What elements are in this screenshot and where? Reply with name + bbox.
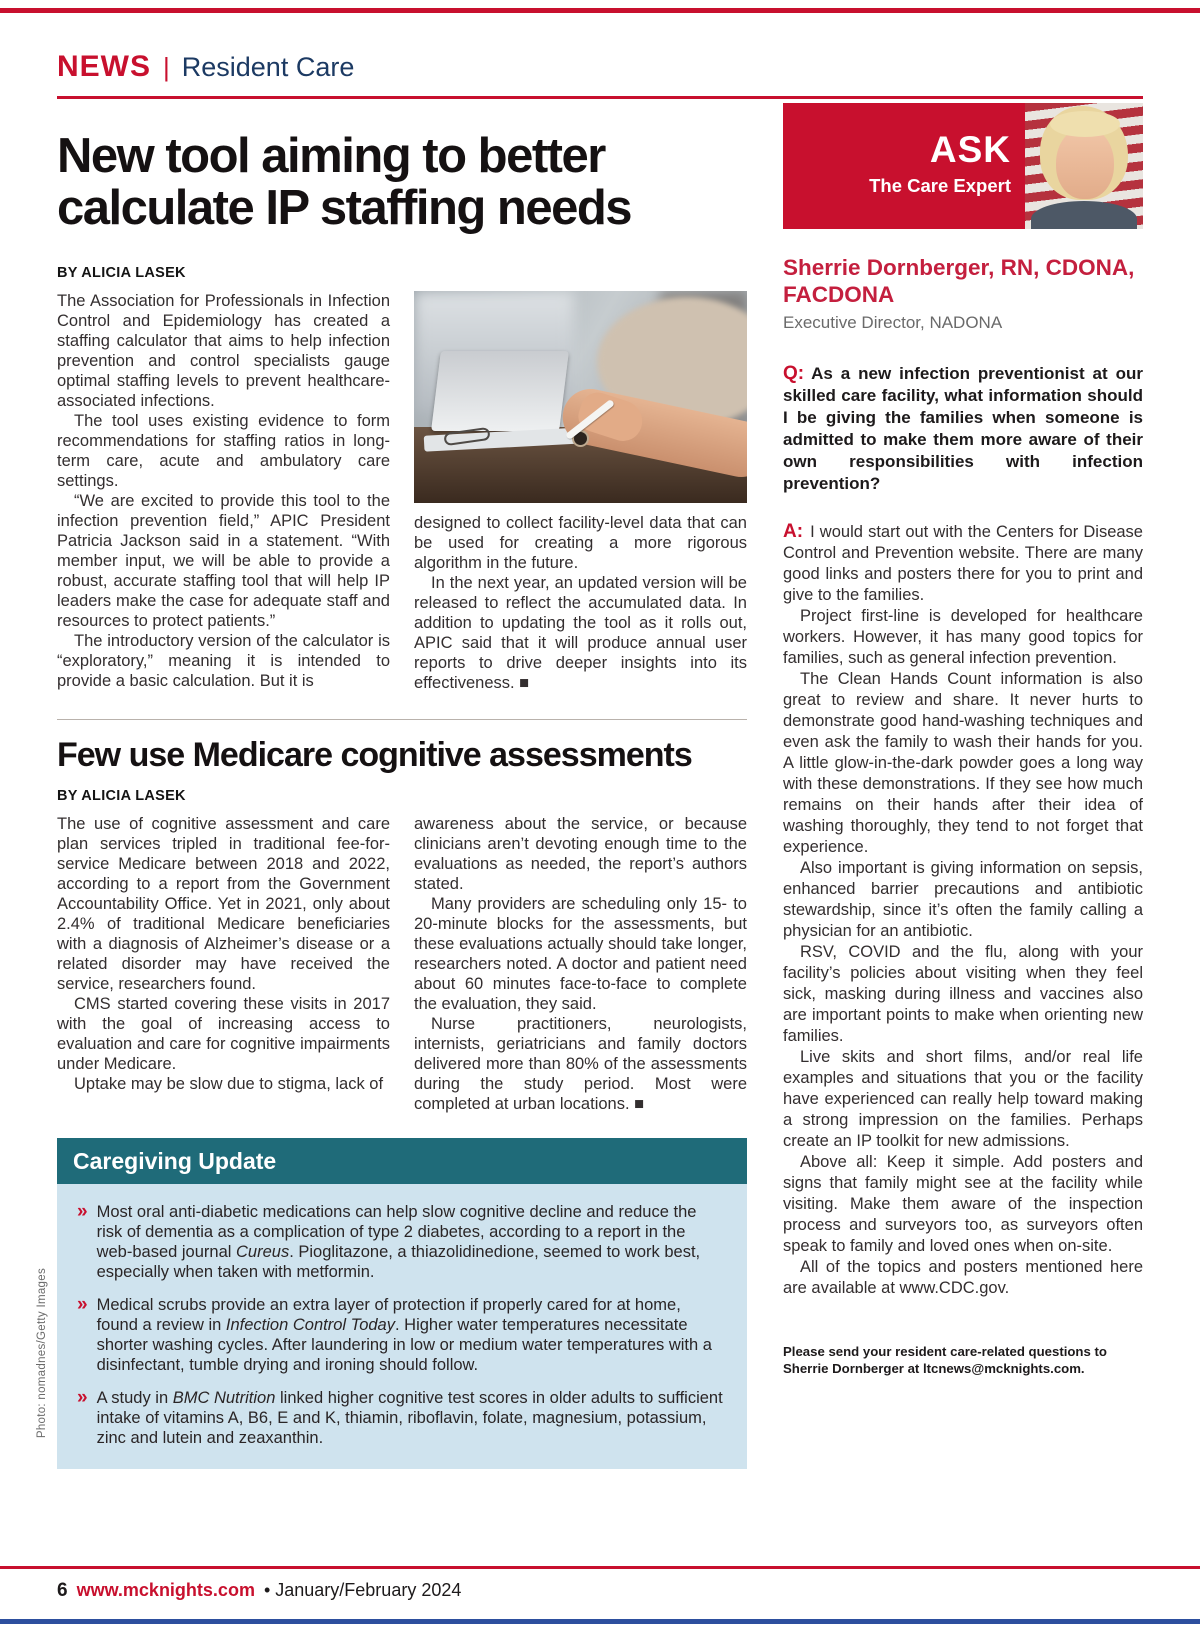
ask-expert-banner-text [783, 103, 1025, 229]
answer-paragraph: The Clean Hands Count information is also great to review and share. It never hurts to demonstrate good hand-washing techniques and even ask the family to wash their hands for you. A little glow-in-the-dark powder goes a long way with these demonstrations. If they see how much remains on their hands after their idea of washing thoroughly, they tend to not forget that experience. [783, 670, 1143, 857]
article1-paragraph: “We are excited to provide this tool to the infection prevention field,” APIC President Patricia Jackson said in a statement. “With member input, we will be able to provide a robust, accurate staffing tool that will help IP leaders make the case for adequate staff and resources to protect patients.” [57, 491, 390, 630]
ask-expert-column [783, 103, 1143, 1469]
photo-laptop [431, 351, 569, 431]
ask-subtitle: The Care Expert [869, 175, 1011, 196]
section-label: NEWS [57, 50, 151, 83]
page-footer [57, 1580, 461, 1602]
article2-title: Few use Medicare cognitive assessments [57, 735, 692, 774]
answer-label: A: [783, 521, 804, 543]
article1-body [57, 291, 747, 693]
article1-paragraph: The Association for Professionals in Infection Control and Epidemiology has created a staffing calculator that aims to help infection prevention and control specialists gauge optimal staffing levels to prevent healthcare-associated infections. [57, 291, 390, 410]
article2-paragraph: CMS started covering these visits in 2017 with the goal of increasing access to evaluation and care for cognitive impairments under Medicare. [57, 994, 390, 1073]
articles-column [57, 103, 747, 1469]
question-label: Q: [783, 363, 805, 385]
article1-paragraph: The tool uses existing evidence to form recommendations for staffing ratios in long-term care, acute and ambulatory care settings. [57, 411, 390, 490]
expert-role: Executive Director, NADONA [783, 313, 1003, 333]
article2-body [57, 814, 747, 1114]
article1-paragraph: designed to collect facility-level data that can be used for creating a more rigorous algorithm in the future. [414, 513, 747, 572]
footer-website: www.mcknights.com [76, 1580, 255, 1600]
expert-headshot [1025, 103, 1143, 229]
list-item [77, 1388, 725, 1448]
footer-issue-date: • January/February 2024 [263, 1580, 462, 1600]
ask-expert-banner [783, 103, 1143, 229]
caregiving-update-body [57, 1184, 747, 1469]
list-item [77, 1295, 725, 1375]
article1-column-2 [414, 291, 747, 693]
headshot-fringe [1050, 111, 1120, 137]
caregiving-item-text: Medical scrubs provide an extra layer of protection if properly cared for at home, found a review in Infection Control Today. Higher water temperatures necessitate shorter washing cycles. After laundering in low or medium water temperatures with a disinfectant, tumble drying and ironing should follow. [96, 1295, 712, 1374]
article2-paragraph: Many providers are scheduling only 15- to 20-minute blocks for the assessments, but these evaluations actually should take longer, researchers noted. A doctor and patient need about 60 minutes face-to-face to complete the evaluation, they said. [414, 894, 747, 1013]
answer-text: I would start out with the Centers for Disease Control and Prevention website. There are many good links and posters there for you to print and give to the families. [783, 523, 1143, 605]
photo-credit: Photo: nomadnes/Getty Images [36, 1268, 48, 1439]
article1-byline: BY ALICIA LASEK [57, 264, 186, 281]
chevron-bullet-icon: » [77, 1200, 88, 1222]
article2-byline: BY ALICIA LASEK [57, 787, 186, 804]
article1-paragraph: The introductory version of the calculator is “exploratory,” meaning it is intended to provide a basic calculation. But it is [57, 631, 390, 690]
article2-paragraph: Nurse practitioners, neurologists, internists, geriatricians and family doctors delivered more than 80% of the assessments during the study period. Most were completed at urban locations. ■ [414, 1014, 747, 1113]
section-name: Resident Care [181, 52, 355, 82]
expert-name: Sherrie Dornberger, RN, CDONA, FACDONA [783, 255, 1135, 307]
article1-column-1 [57, 291, 390, 693]
article2-paragraph: awareness about the service, or because clinicians aren’t devoting enough time to the evaluations as needed, the report’s authors stated. [414, 814, 747, 893]
question-paragraph [783, 363, 1143, 495]
submit-questions-note: Please send your resident care-related questions to Sherrie Dornberger at ltcnews@mcknights.com. [783, 1344, 1107, 1377]
answer-paragraph: Live skits and short films, and/or real life examples and situations that you or the facility have experienced can really help toward making a strong impression on the families. Perhaps create an IP toolkit for new admissions. [783, 1048, 1143, 1151]
caregiving-item-text: Most oral anti-diabetic medications can help slow cognitive decline and reduce the risk of dementia as a complication of type 2 diabetes, according to a report in the web-based journal Cureus. Pioglitazone, a thiazolidinedione, seemed to work best, especially when taken with metformin. [96, 1202, 701, 1281]
article2-column-1 [57, 814, 390, 1114]
caregiving-item-text: A study in BMC Nutrition linked higher cognitive test scores in older adults to sufficient intake of vitamins A, B6, E and K, thiamin, riboflavin, folate, magnesium, potassium, zinc and lutein and zeaxanthin. [96, 1388, 723, 1447]
answer-paragraph: Above all: Keep it simple. Add posters and signs that family might see at the facility while visiting. Make them aware of the inspection process and surveyors too, as surveyors often speak to family and loved ones when on-site. [783, 1153, 1143, 1256]
article1-title: New tool aiming to better calculate IP staffing needs [57, 129, 632, 235]
answer-paragraph: All of the topics and posters mentioned here are available at www.CDC.gov. [783, 1258, 1143, 1298]
answer-paragraph: Also important is giving information on sepsis, enhanced barrier precautions and antibiotic stewardship, since it’s often the family calling a physician for an antibiotic. [783, 859, 1143, 941]
answer-paragraph: Project first-line is developed for healthcare workers. However, it has many good topics for families, such as general infection prevention. [783, 607, 1143, 668]
headshot-shoulders [1031, 201, 1137, 229]
footer-rule [0, 1566, 1200, 1569]
main-content [57, 103, 1143, 1469]
article1-paragraph: In the next year, an updated version will be released to reflect the accumulated data. In addition to updating the tool as it rolls out, APIC said that it will produce annual user reports to drive deeper insights into its effectiveness. ■ [414, 573, 747, 692]
chevron-bullet-icon: » [77, 1293, 88, 1315]
article2-column-2 [414, 814, 747, 1114]
answer-paragraph [783, 521, 1143, 606]
article-divider [57, 719, 747, 720]
article2-paragraph: Uptake may be slow due to stigma, lack of [74, 1074, 384, 1093]
answer-paragraph: RSV, COVID and the flu, along with your facility’s policies about visiting when they feel sick, masking during illness and vaccines also are important points to make when orienting new families. [783, 943, 1143, 1046]
question-text: As a new infection preventionist at our skilled care facility, what information should I be giving the families when someone is admitted to make them more aware of their own responsibilities with infection prevention? [783, 364, 1143, 494]
caregiving-update-title: Caregiving Update [57, 1138, 747, 1184]
article1-photo [414, 291, 747, 503]
chevron-bullet-icon: » [77, 1386, 88, 1408]
headshot-face [1056, 127, 1114, 199]
bottom-rule [0, 1619, 1200, 1624]
list-item [77, 1202, 725, 1282]
header-rule [57, 96, 1143, 99]
top-rule [0, 8, 1200, 13]
page-number: 6 [57, 1580, 68, 1601]
ask-title: ASK [929, 129, 1011, 170]
section-divider: | [163, 52, 170, 82]
caregiving-update-box [57, 1138, 747, 1469]
article2-paragraph: The use of cognitive assessment and care plan services tripled in traditional fee-for-service Medicare between 2018 and 2022, according to a report from the Government Accountability Office. Yet in 2021, only about 2.4% of traditional Medicare beneficiaries with a diagnosis of Alzheimer’s disease or a related disorder may have received the service, researchers found. [57, 814, 390, 993]
